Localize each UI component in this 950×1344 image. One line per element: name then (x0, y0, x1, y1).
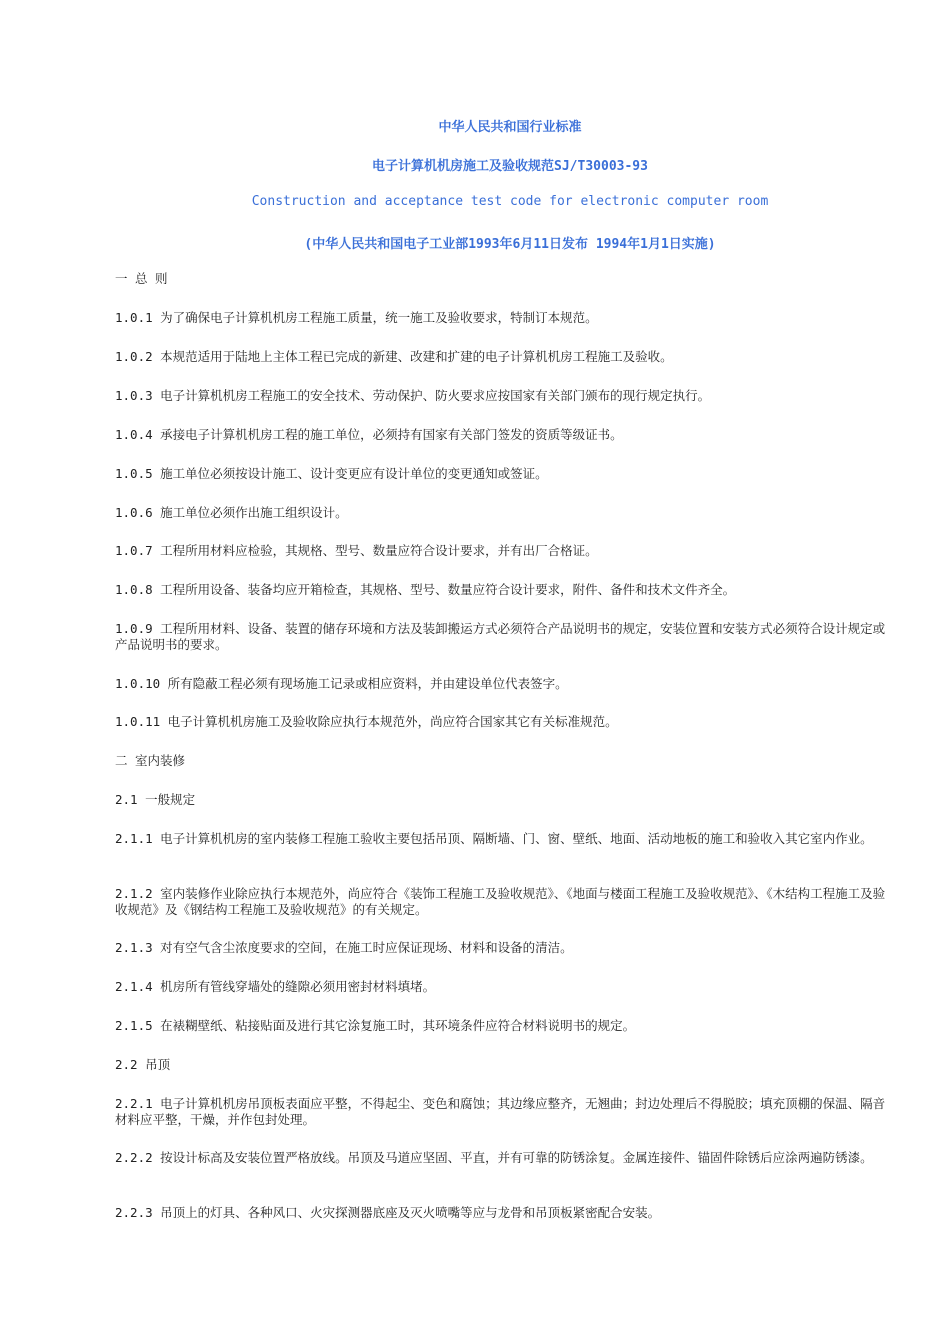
clause-paragraph: 2.1.2 室内装修作业除应执行本规范外，尚应符合《装饰工程施工及验收规范》、《地面与楼面工程施工及验收规范》、《木结构工程施工及验收规范》及《钢结构工程施工及验收规范》的有关规定。 (115, 886, 886, 917)
subsection-heading: 2.1 一般规定 (115, 792, 196, 807)
clause-paragraph: 1.0.9 工程所用材料、设备、装置的储存环境和方法及装卸搬运方式必须符合产品说明书的规定，安装位置和安装方式必须符合设计规定或产品说明书的要求。 (115, 621, 886, 652)
standard-title: 电子计算机机房施工及验收规范SJ/T30003-93 (372, 159, 648, 174)
section-heading: 一 总 则 (115, 271, 168, 286)
clause-paragraph: 1.0.1 为了确保电子计算机机房工程施工质量，统一施工及验收要求，特制订本规范。 (115, 310, 598, 325)
clause-paragraph: 1.0.10 所有隐蔽工程必须有现场施工记录或相应资料，并由建设单位代表签字。 (115, 676, 568, 691)
clause-paragraph: 2.1.3 对有空气含尘浓度要求的空间，在施工时应保证现场、材料和设备的清洁。 (115, 940, 573, 955)
clause-paragraph: 1.0.8 工程所用设备、装备均应开箱检查，其规格、型号、数量应符合设计要求，附件、备件和技术文件齐全。 (115, 582, 736, 597)
clause-paragraph: 2.1.4 机房所有管线穿墙处的缝隙必须用密封材料填堵。 (115, 979, 436, 994)
clause-paragraph: 1.0.5 施工单位必须按设计施工、设计变更应有设计单位的变更通知或签证。 (115, 466, 548, 481)
clause-paragraph: 2.2.2 按设计标高及安装位置严格放线。吊顶及马道应坚固、平直，并有可靠的防锈涂复。金属连接件、锚固件除锈后应涂两遍防锈漆。 (115, 1150, 873, 1165)
publication-info: (中华人民共和国电子工业部1993年6月11日发布 1994年1月1日实施) (304, 237, 716, 252)
clause-paragraph: 1.0.11 电子计算机机房施工及验收除应执行本规范外，尚应符合国家其它有关标准规范。 (115, 714, 618, 729)
standard-category-title: 中华人民共和国行业标准 (438, 120, 582, 135)
clause-paragraph: 2.1.5 在裱糊壁纸、粘接贴面及进行其它涂复施工时，其环境条件应符合材料说明书的规定。 (115, 1018, 636, 1033)
section-heading: 二 室内装修 (115, 753, 186, 768)
clause-paragraph: 1.0.2 本规范适用于陆地上主体工程已完成的新建、改建和扩建的电子计算机机房工程施工及验收。 (115, 349, 673, 364)
clause-paragraph: 1.0.4 承接电子计算机机房工程的施工单位，必须持有国家有关部门签发的资质等级证书。 (115, 427, 623, 442)
clause-paragraph: 1.0.3 电子计算机机房工程施工的安全技术、劳动保护、防火要求应按国家有关部门颁布的现行规定执行。 (115, 388, 711, 403)
clause-paragraph: 2.1.1 电子计算机机房的室内装修工程施工验收主要包括吊顶、隔断墙、门、窗、壁纸、地面、活动地板的施工和验收入其它室内作业。 (115, 831, 873, 846)
clause-paragraph: 1.0.6 施工单位必须作出施工组织设计。 (115, 505, 348, 520)
subsection-heading: 2.2 吊顶 (115, 1057, 171, 1072)
clause-paragraph: 2.2.1 电子计算机机房吊顶板表面应平整，不得起尘、变色和腐蚀；其边缘应整齐，无翘曲；封边处理后不得脱胶；填充顶棚的保温、隔音材料应平整，干燥，并作包封处理。 (115, 1096, 886, 1127)
clause-paragraph: 2.2.3 吊顶上的灯具、各种风口、火灾探测器底座及灭火喷嘴等应与龙骨和吊顶板紧密配合安装。 (115, 1205, 661, 1220)
standard-english-title: Construction and acceptance test code for electronic computer room (251, 194, 769, 209)
clause-paragraph: 1.0.7 工程所用材料应检验，其规格、型号、数量应符合设计要求，并有出厂合格证。 (115, 543, 598, 558)
